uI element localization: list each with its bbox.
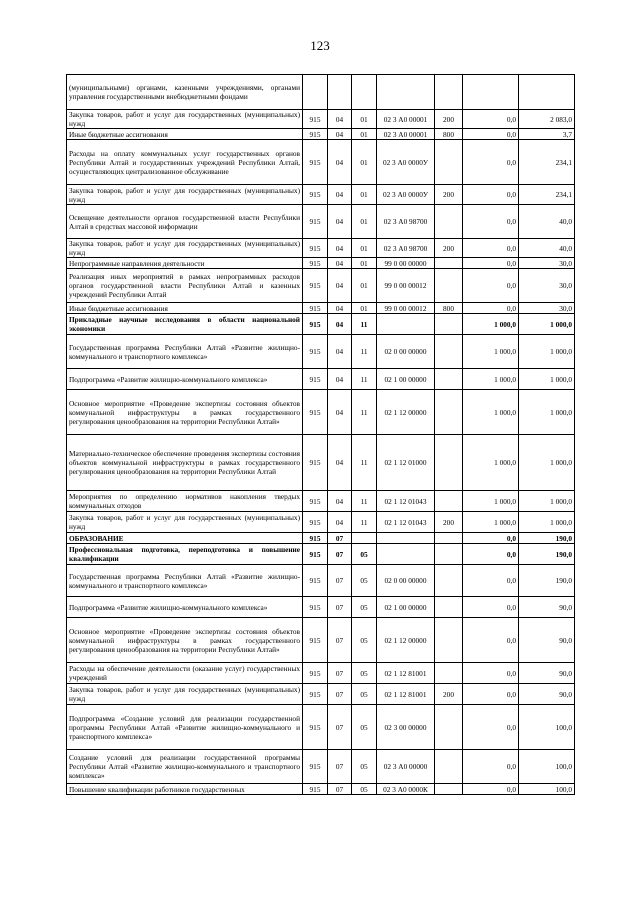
amount-first-cell: 1 000,0 [463,335,519,369]
expense-type-cell: 200 [435,239,463,258]
expense-type-cell [435,663,463,684]
admin-code-cell: 915 [303,684,328,705]
target-article-cell [377,533,435,544]
table-row [67,75,575,110]
row-name-cell: Государственная программа Республики Алтай «Развитие жилищно-коммунального и транспортного комплекса» [67,335,303,369]
amount-second-cell: 30,0 [519,269,575,303]
subsection-code-cell: 05 [352,618,377,663]
subsection-code-cell: 01 [352,205,377,239]
subsection-code-cell: 01 [352,258,377,269]
admin-code-cell: 915 [303,335,328,369]
admin-code-cell: 915 [303,597,328,618]
table-row [67,314,575,335]
amount-second-cell: 90,0 [519,663,575,684]
row-name-cell: Закупка товаров, работ и услуг для государственных (муниципальных) нужд [67,684,303,705]
table-row [67,565,575,597]
expense-type-cell: 200 [435,110,463,129]
admin-code-cell: 915 [303,269,328,303]
amount-first-cell: 0,0 [463,618,519,663]
amount-second-cell: 90,0 [519,597,575,618]
admin-code-cell: 915 [303,663,328,684]
amount-first-cell: 0,0 [463,597,519,618]
amount-second-cell [519,75,575,110]
target-article-cell: 99 0 00 00000 [377,258,435,269]
admin-code-cell: 915 [303,750,328,784]
expense-type-cell [435,435,463,491]
table-row [67,618,575,663]
admin-code-cell: 915 [303,533,328,544]
target-article-cell: 02 1 00 00000 [377,369,435,390]
expense-type-cell [435,750,463,784]
table-row [67,491,575,512]
target-article-cell: 02 3 00 00000 [377,705,435,750]
amount-second-cell: 1 000,0 [519,369,575,390]
expense-type-cell [435,705,463,750]
section-code-cell: 04 [328,258,352,269]
admin-code-cell: 915 [303,140,328,185]
amount-second-cell: 1 000,0 [519,314,575,335]
amount-first-cell: 1 000,0 [463,491,519,512]
subsection-code-cell: 01 [352,110,377,129]
amount-first-cell: 1 000,0 [463,369,519,390]
subsection-code-cell: 11 [352,369,377,390]
row-name-cell: Материально-техническое обеспечение проведения экспертизы состояния объектов коммунальной инфраструктуры в рамках государственного регулирования ценообразования на территории Республики Алтай [67,435,303,491]
admin-code-cell: 915 [303,303,328,314]
subsection-code-cell: 05 [352,684,377,705]
section-code-cell: 07 [328,597,352,618]
subsection-code-cell: 01 [352,269,377,303]
table-row [67,140,575,185]
admin-code-cell: 915 [303,185,328,205]
target-article-cell: 02 3 А0 98700 [377,205,435,239]
amount-second-cell: 100,0 [519,784,575,795]
amount-first-cell: 0,0 [463,205,519,239]
row-name-cell: Непрограммные направления деятельности [67,258,303,269]
section-code-cell: 07 [328,705,352,750]
section-code-cell: 07 [328,533,352,544]
admin-code-cell: 915 [303,205,328,239]
table-row [67,258,575,269]
amount-first-cell: 0,0 [463,239,519,258]
expense-type-cell [435,544,463,565]
table-row [67,597,575,618]
amount-second-cell: 190,0 [519,533,575,544]
section-code-cell: 07 [328,784,352,795]
subsection-code-cell: 01 [352,303,377,314]
table-row [67,239,575,258]
expense-type-cell [435,390,463,435]
amount-second-cell: 190,0 [519,544,575,565]
section-code-cell: 04 [328,110,352,129]
section-code-cell [328,75,352,110]
target-article-cell [377,314,435,335]
row-name-cell: Расходы на оплату коммунальных услуг государственных органов Республики Алтай и государственных учреждений Республики Алтай, осуществляющих централизованное обслуживание [67,140,303,185]
table-row [67,544,575,565]
row-name-cell: Профессиональная подготовка, переподготовка и повышение квалификации [67,544,303,565]
amount-first-cell: 1 000,0 [463,435,519,491]
subsection-code-cell: 11 [352,491,377,512]
subsection-code-cell: 11 [352,390,377,435]
amount-first-cell: 0,0 [463,303,519,314]
row-name-cell: Реализация иных мероприятий в рамках непрограммных расходов органов государственной власти Республики Алтай и казенных учреждений Республики Алтай [67,269,303,303]
section-code-cell: 04 [328,140,352,185]
subsection-code-cell [352,75,377,110]
amount-first-cell: 0,0 [463,185,519,205]
table-row [67,205,575,239]
section-code-cell: 04 [328,314,352,335]
expense-type-cell [435,140,463,185]
table-row [67,512,575,533]
table-row [67,684,575,705]
subsection-code-cell: 11 [352,335,377,369]
amount-first-cell: 0,0 [463,258,519,269]
admin-code-cell: 915 [303,705,328,750]
expense-type-cell [435,618,463,663]
amount-second-cell: 190,0 [519,565,575,597]
row-name-cell: (муниципальными) органами, казенными учреждениями, органами управления государственными внебюджетными фондами [67,75,303,110]
admin-code-cell: 915 [303,565,328,597]
admin-code-cell: 915 [303,314,328,335]
amount-second-cell: 30,0 [519,303,575,314]
amount-first-cell: 0,0 [463,565,519,597]
subsection-code-cell: 11 [352,314,377,335]
section-code-cell: 04 [328,303,352,314]
expense-type-cell [435,75,463,110]
expense-type-cell [435,258,463,269]
admin-code-cell: 915 [303,390,328,435]
admin-code-cell: 915 [303,239,328,258]
expense-type-cell: 200 [435,185,463,205]
expense-type-cell [435,597,463,618]
target-article-cell: 02 0 00 00000 [377,565,435,597]
amount-first-cell [463,75,519,110]
amount-second-cell: 3,7 [519,129,575,140]
target-article-cell [377,75,435,110]
target-article-cell: 02 3 А0 00001 [377,129,435,140]
amount-second-cell: 40,0 [519,239,575,258]
amount-second-cell: 2 083,0 [519,110,575,129]
amount-first-cell: 0,0 [463,110,519,129]
section-code-cell: 04 [328,390,352,435]
expense-type-cell [435,369,463,390]
table-row [67,269,575,303]
subsection-code-cell: 01 [352,239,377,258]
amount-first-cell: 1 000,0 [463,314,519,335]
row-name-cell: Прикладные научные исследования в области национальной экономики [67,314,303,335]
target-article-cell: 02 3 А0 98700 [377,239,435,258]
admin-code-cell: 915 [303,618,328,663]
amount-first-cell: 1 000,0 [463,512,519,533]
subsection-code-cell: 05 [352,750,377,784]
amount-first-cell: 0,0 [463,684,519,705]
row-name-cell: Освещение деятельности органов государственной власти Республики Алтай в средствах массовой информации [67,205,303,239]
table-row [67,784,575,795]
amount-second-cell: 234,1 [519,185,575,205]
subsection-code-cell: 01 [352,140,377,185]
amount-second-cell: 1 000,0 [519,512,575,533]
amount-second-cell: 1 000,0 [519,491,575,512]
section-code-cell: 04 [328,239,352,258]
expense-type-cell: 800 [435,303,463,314]
expense-type-cell: 800 [435,129,463,140]
row-name-cell: Закупка товаров, работ и услуг для государственных (муниципальных) нужд [67,239,303,258]
table-row [67,335,575,369]
amount-second-cell: 1 000,0 [519,435,575,491]
section-code-cell: 04 [328,335,352,369]
section-code-cell: 04 [328,129,352,140]
section-code-cell: 07 [328,544,352,565]
table-row [67,663,575,684]
amount-first-cell: 1 000,0 [463,390,519,435]
target-article-cell: 02 3 А0 00001 [377,110,435,129]
row-name-cell: Подпрограмма «Создание условий для реализации государственной программы Республики Алтай «Развитие жилищно-коммунального и транспортного комплекса» [67,705,303,750]
admin-code-cell: 915 [303,258,328,269]
target-article-cell: 02 3 А0 0000У [377,140,435,185]
section-code-cell: 04 [328,435,352,491]
table-row [67,110,575,129]
admin-code-cell: 915 [303,784,328,795]
expense-type-cell [435,784,463,795]
table-row [67,533,575,544]
table-row [67,390,575,435]
subsection-code-cell: 05 [352,663,377,684]
target-article-cell: 02 3 А0 00000 [377,750,435,784]
page-number: 123 [310,38,330,53]
amount-second-cell: 234,1 [519,140,575,185]
section-code-cell: 04 [328,269,352,303]
expense-type-cell [435,314,463,335]
admin-code-cell [303,75,328,110]
target-article-cell: 02 0 00 00000 [377,335,435,369]
target-article-cell: 02 1 12 01000 [377,435,435,491]
budget-table [66,74,575,795]
expense-type-cell: 200 [435,684,463,705]
admin-code-cell: 915 [303,110,328,129]
amount-first-cell: 0,0 [463,129,519,140]
amount-first-cell: 0,0 [463,784,519,795]
subsection-code-cell: 05 [352,544,377,565]
admin-code-cell: 915 [303,369,328,390]
row-name-cell: Иные бюджетные ассигнования [67,303,303,314]
section-code-cell: 04 [328,491,352,512]
subsection-code-cell: 05 [352,705,377,750]
target-article-cell: 99 0 00 00012 [377,269,435,303]
table-row [67,185,575,205]
row-name-cell: ОБРАЗОВАНИЕ [67,533,303,544]
expense-type-cell: 200 [435,512,463,533]
admin-code-cell: 915 [303,544,328,565]
admin-code-cell: 915 [303,491,328,512]
section-code-cell: 04 [328,369,352,390]
subsection-code-cell: 11 [352,512,377,533]
row-name-cell: Закупка товаров, работ и услуг для государственных (муниципальных) нужд [67,185,303,205]
subsection-code-cell: 05 [352,784,377,795]
amount-first-cell: 0,0 [463,705,519,750]
row-name-cell: Закупка товаров, работ и услуг для государственных (муниципальных) нужд [67,512,303,533]
table-row [67,750,575,784]
section-code-cell: 04 [328,512,352,533]
amount-first-cell: 0,0 [463,269,519,303]
expense-type-cell [435,335,463,369]
subsection-code-cell: 05 [352,597,377,618]
target-article-cell: 02 1 12 00000 [377,390,435,435]
row-name-cell: Закупка товаров, работ и услуг для государственных (муниципальных) нужд [67,110,303,129]
row-name-cell: Государственная программа Республики Алтай «Развитие жилищно-коммунального и транспортного комплекса» [67,565,303,597]
amount-first-cell: 0,0 [463,750,519,784]
row-name-cell: Подпрограмма «Развитие жилищно-коммунального комплекса» [67,597,303,618]
expense-type-cell [435,205,463,239]
target-article-cell: 02 1 12 01043 [377,512,435,533]
table-row [67,303,575,314]
amount-second-cell: 1 000,0 [519,390,575,435]
target-article-cell: 02 3 А0 0000У [377,185,435,205]
row-name-cell: Мероприятия по определению нормативов накопления твердых коммунальных отходов [67,491,303,512]
amount-second-cell: 40,0 [519,205,575,239]
row-name-cell: Иные бюджетные ассигнования [67,129,303,140]
subsection-code-cell: 05 [352,565,377,597]
row-name-cell: Расходы на обеспечение деятельности (оказание услуг) государственных учреждений [67,663,303,684]
table-row [67,435,575,491]
amount-second-cell: 1 000,0 [519,335,575,369]
amount-first-cell: 0,0 [463,140,519,185]
row-name-cell: Основное мероприятие «Проведение экспертизы состояния объектов коммунальной инфраструктуры в рамках государственного регулирования ценообразования на территории Республики Алтай» [67,390,303,435]
admin-code-cell: 915 [303,512,328,533]
section-code-cell: 07 [328,565,352,597]
table-row [67,369,575,390]
amount-second-cell: 100,0 [519,705,575,750]
section-code-cell: 07 [328,618,352,663]
amount-second-cell: 90,0 [519,618,575,663]
row-name-cell: Основное мероприятие «Проведение экспертизы состояния объектов коммунальной инфраструктуры в рамках государственного регулирования ценообразования на территории Республики Алтай» [67,618,303,663]
subsection-code-cell [352,533,377,544]
amount-first-cell: 0,0 [463,544,519,565]
section-code-cell: 07 [328,663,352,684]
target-article-cell: 99 0 00 00012 [377,303,435,314]
expense-type-cell [435,269,463,303]
target-article-cell: 02 1 00 00000 [377,597,435,618]
expense-type-cell [435,533,463,544]
row-name-cell: Создание условий для реализации государственной программы Республики Алтай «Развитие жилищно-коммунального и транспортного комплекса» [67,750,303,784]
table-row [67,129,575,140]
subsection-code-cell: 01 [352,185,377,205]
amount-first-cell: 0,0 [463,533,519,544]
section-code-cell: 07 [328,750,352,784]
target-article-cell: 02 1 12 81001 [377,684,435,705]
table-body [67,75,575,795]
row-name-cell: Повышение квалификации работников государственных [67,784,303,795]
target-article-cell [377,544,435,565]
row-name-cell: Подпрограмма «Развитие жилищно-коммунального комплекса» [67,369,303,390]
expense-type-cell [435,491,463,512]
subsection-code-cell: 11 [352,435,377,491]
admin-code-cell: 915 [303,129,328,140]
amount-first-cell: 0,0 [463,663,519,684]
section-code-cell: 07 [328,684,352,705]
admin-code-cell: 915 [303,435,328,491]
target-article-cell: 02 1 12 00000 [377,618,435,663]
target-article-cell: 02 3 А0 0000К [377,784,435,795]
amount-second-cell: 100,0 [519,750,575,784]
table-row [67,705,575,750]
target-article-cell: 02 1 12 81001 [377,663,435,684]
amount-second-cell: 90,0 [519,684,575,705]
section-code-cell: 04 [328,205,352,239]
amount-second-cell: 30,0 [519,258,575,269]
section-code-cell: 04 [328,185,352,205]
expense-type-cell [435,565,463,597]
subsection-code-cell: 01 [352,129,377,140]
target-article-cell: 02 1 12 01043 [377,491,435,512]
